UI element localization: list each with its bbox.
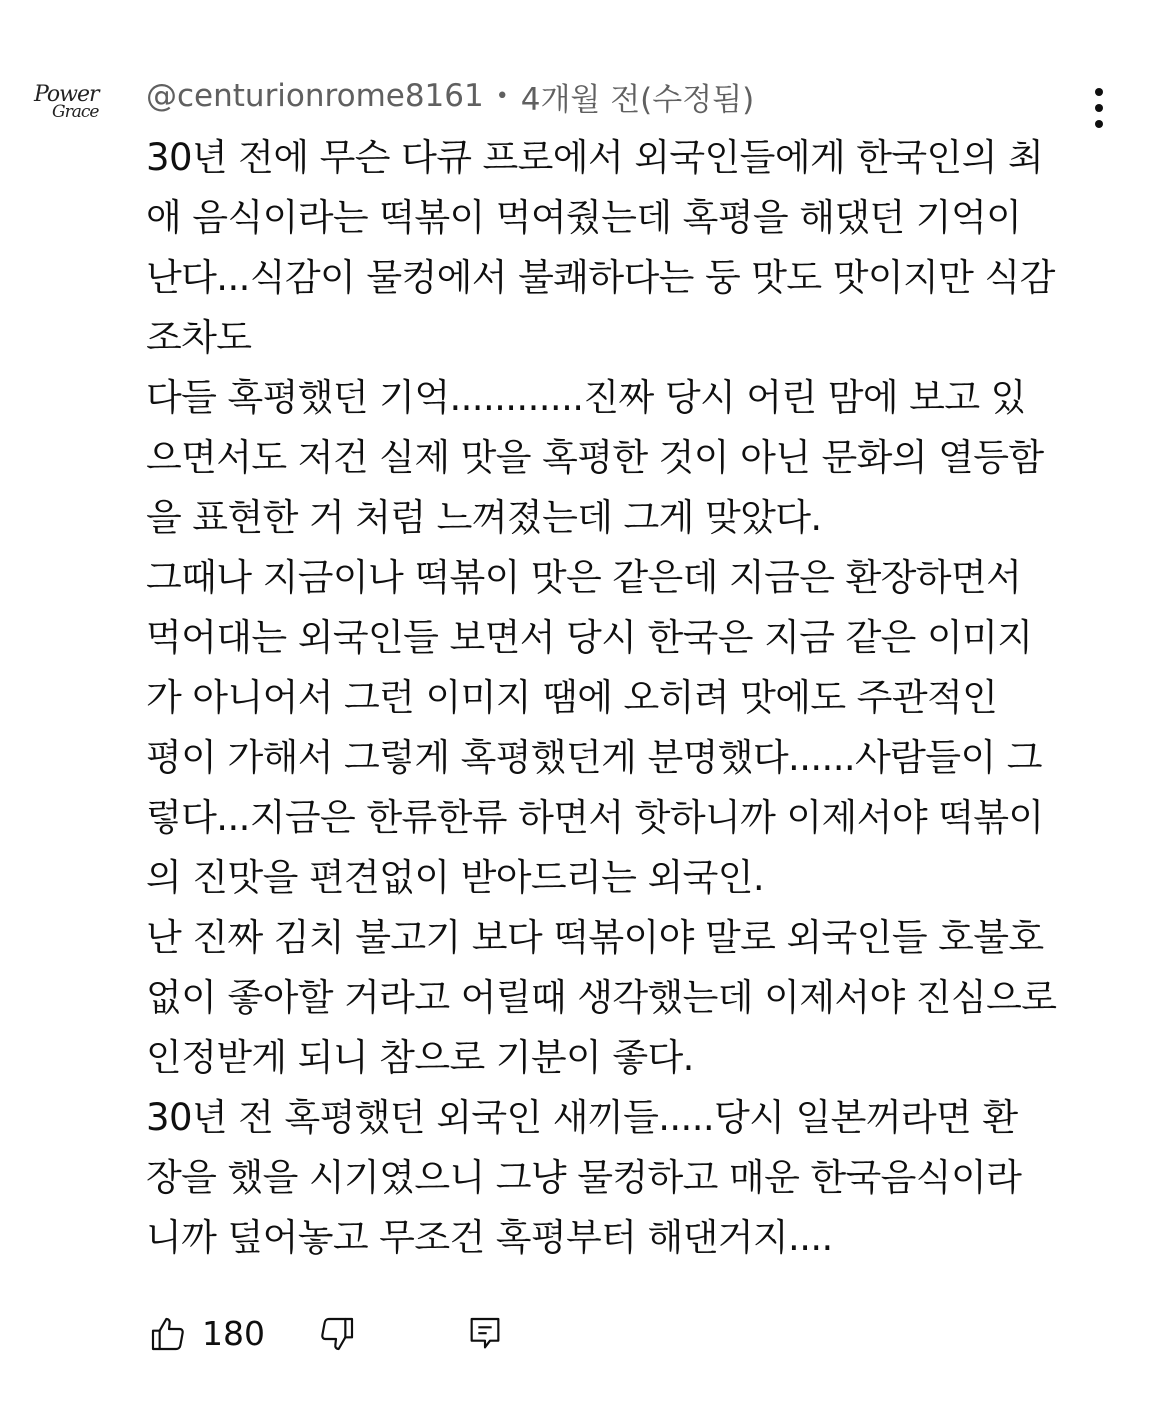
comment-line: 니까 덮어놓고 무조건 혹평부터 해댄거지.... [146, 1216, 833, 1259]
comment-line: 다들 혹평했던 기억............진짜 당시 어린 맘에 보고 있 [146, 376, 1026, 419]
comment-line: 그때나 지금이나 떡볶이 맛은 같은데 지금은 환장하면서 [146, 556, 1022, 599]
comment-line: 먹어대는 외국인들 보면서 당시 한국은 지금 같은 이미지 [146, 616, 1033, 659]
reply-button[interactable] [463, 1312, 507, 1356]
thumbs-up-icon [148, 1314, 188, 1354]
comment-line: 가 아니어서 그런 이미지 땜에 오히려 맛에도 주관적인 [146, 676, 998, 719]
comment-line: 애 음식이라는 떡볶이 먹여줬는데 혹평을 해댔던 기억이 [146, 196, 1022, 239]
comment-line: 장을 했을 시기였으니 그냥 물컹하고 매운 한국음식이라 [146, 1156, 1022, 1199]
author-name[interactable]: @centurionrome8161 [146, 78, 484, 114]
comment-line: 평이 가해서 그렇게 혹평했던게 분명했다......사람들이 그 [146, 736, 1042, 779]
comment-line: 인정받게 되니 참으로 기분이 좋다. [146, 1036, 694, 1079]
more-vert-icon[interactable] [1082, 84, 1116, 132]
avatar-logo-text-2: Grace [52, 102, 99, 122]
dislike-button[interactable] [315, 1312, 359, 1356]
comment-line: 을 표현한 거 처럼 느껴졌는데 그게 맞았다. [146, 496, 822, 539]
thumbs-down-icon [317, 1314, 357, 1354]
comment-line: 없이 좋아할 거라고 어릴때 생각했는데 이제서야 진심으로 [146, 976, 1057, 1019]
separator-dot: • [495, 83, 509, 109]
comment-line: 난다...식감이 물컹에서 불쾌하다는 둥 맛도 맛이지만 식감 [146, 256, 1055, 299]
comment-actions [146, 1308, 507, 1360]
comment-line: 으면서도 저건 실제 맛을 혹평한 것이 아닌 문화의 열등함 [146, 436, 1044, 479]
reply-comment-icon [465, 1314, 505, 1354]
comment-header [146, 74, 754, 118]
avatar-logo-text: Power [34, 82, 99, 107]
comment-line: 난 진짜 김치 불고기 보다 떡볶이야 말로 외국인들 호불호 [146, 916, 1044, 959]
like-count: 180 [202, 1314, 265, 1353]
like-button[interactable] [146, 1312, 190, 1356]
comment-line: 30년 전에 무슨 다큐 프로에서 외국인들에게 한국인의 최 [146, 136, 1044, 179]
avatar[interactable] [30, 82, 114, 128]
comment-text [146, 128, 1106, 1268]
comment-line: 의 진맛을 편견없이 받아드리는 외국인. [146, 856, 765, 899]
comment-timestamp[interactable]: 4개월 전(수정됨) [520, 81, 755, 118]
comment-line: 렇다...지금은 한류한류 하면서 핫하니까 이제서야 떡볶이 [146, 796, 1044, 839]
comment-line: 30년 전 혹평했던 외국인 새끼들.....당시 일본꺼라면 환 [146, 1096, 1018, 1139]
comment-line: 조차도 [146, 316, 252, 359]
